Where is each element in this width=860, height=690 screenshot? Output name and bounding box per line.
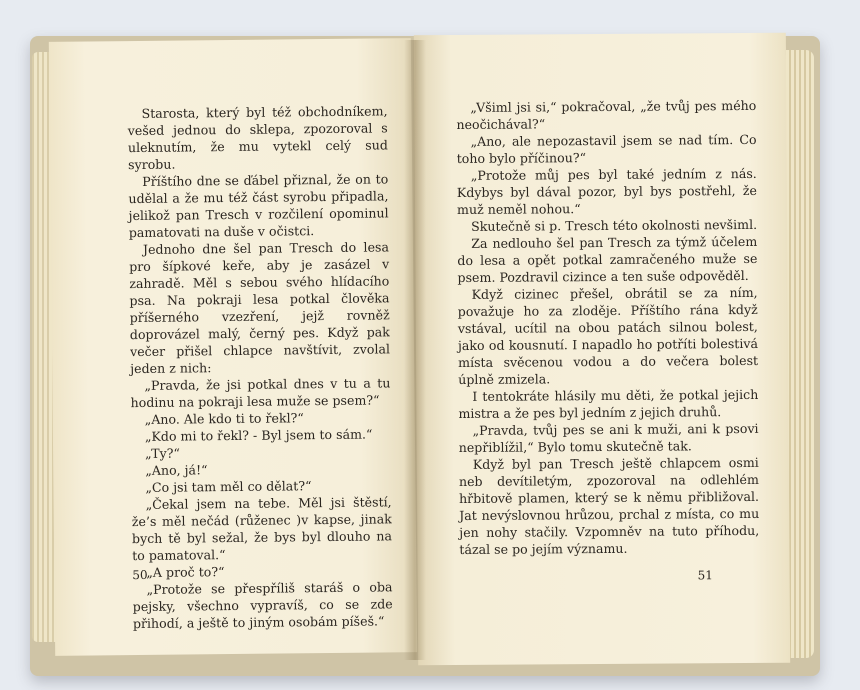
paragraph: „Ano, ale nepozastavil jsem se nad tím. Co toho bylo příčinou?“	[456, 131, 757, 167]
page-number-right: 51	[697, 568, 713, 583]
paragraph: „Co jsi tam měl co dělat?“	[145, 478, 312, 495]
right-page	[414, 33, 790, 666]
paragraph: „Pravda, že jsi potkal dnes v tu a tu hodinu na pokraji lesa muže se psem?“	[130, 375, 391, 411]
paragraph: „Čekal jsem na tebe. Měl jsi štěstí, že’s měl nečád (růženec )v kapse, jinak bych tě byl sežal, že bys byl dlouho na to pamatoval.“	[131, 494, 393, 564]
paragraph: „Všiml jsi si,“ pokračoval, „že tvůj pes mého neočichával?“	[456, 97, 757, 133]
left-page-text	[127, 102, 393, 632]
book-gutter	[404, 40, 426, 660]
paragraph: „A proč to?“	[146, 564, 225, 580]
paragraph: „Pravda, tvůj pes se ani k muži, ani k psovi nepřiblížil,“ Bylo tomu skutečně tak.	[458, 420, 759, 456]
paragraph: Když byl pan Tresch ještě chlapcem osmi neb devítiletým, zpozoroval na odlehlém hřbitově plamen, který se k němu přibližoval. Jat nevýslovnou hrůzou, prchal z místa, co mu jen nohy stačily. Vzpomněv na tuto příhodu, tázal se po jejím významu.	[458, 454, 760, 558]
paragraph: I tentokráte hlásily mu děti, že potkal jejich mistra a že pes byl jedním z jejich druhů.	[458, 386, 759, 422]
paragraph: Když cizinec přešel, obrátil se za ním, považuje ho za zloděje. Příštího rána když vstával, ucítil na obou patách silnou bolest, jako od kousnutí. I napadlo ho potříti bolestivá místa svěcenou vodou a do večera bolest úplně zmizela.	[457, 284, 759, 388]
paragraph: Jednoho dne šel pan Tresch do lesa pro šípkové keře, aby je zasázel v zahradě. Měl s sebou svého hlídacího psa. Na pokraji lesa potkal člověka příšerného vzezření, jejž rovněž doprovázel malý, černý pes. Když pak večer přišel chlapce navštívit, zvolal jeden z nich:	[129, 239, 391, 377]
right-page-text	[456, 97, 759, 558]
left-page	[49, 38, 417, 656]
paragraph: „Ty?“	[145, 445, 180, 461]
paragraph: Skutečně si p. Tresch této okolnosti nevšiml.	[471, 216, 758, 234]
paragraph: „Protože se přespříliš staráš o oba pejsky, všechno vypravíš, co se zde přihodí, a ještě to jiným osobám píšeš.“	[132, 579, 393, 632]
paragraph: Starosta, který byl též obchodníkem, vešed jednou do sklepa, zpozoroval s uleknutím, že mu vytekl celý sud syrobu.	[127, 103, 388, 173]
paragraph: Za nedlouho šel pan Tresch za týmž účelem do lesa a opět potkal zamračeného muže se psem. Pozdravil cizince a ten suše odpověděl.	[457, 233, 758, 286]
paragraph: „Kdo mi to řekl? - Byl jsem to sám.“	[144, 426, 373, 444]
paragraph: „Ano. Ale kdo ti to řekl?“	[144, 410, 304, 427]
paragraph: „Protože můj pes byl také jedním z nás. Kdybys byl dával pozor, byl bys postřehl, že muž neměl nohou.“	[456, 165, 757, 218]
paragraph: Příštího dne se ďábel přiznal, že on to udělal a že mu též část syrobu připadla, jelikož pan Tresch v rozčilení opominul pamatovati na duše v očistci.	[128, 171, 389, 241]
page-edges-right	[786, 50, 814, 658]
page-number-left: 50	[132, 567, 148, 583]
paragraph: „Ano, já!“	[145, 462, 208, 478]
